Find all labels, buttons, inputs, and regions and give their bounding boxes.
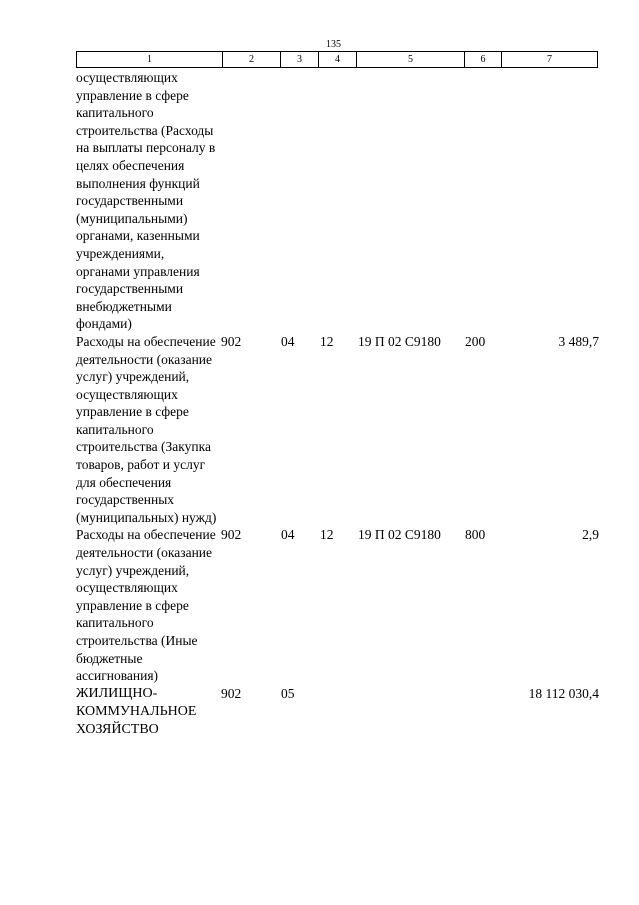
- column-header-7: 7: [502, 52, 598, 68]
- row-amount: 18 112 030,4: [528, 685, 599, 701]
- row-target: 19 П 02 С9180: [358, 333, 441, 349]
- row-section: 05: [281, 685, 295, 701]
- column-header-2: 2: [223, 52, 281, 68]
- column-header-row: [77, 52, 598, 68]
- column-header-table: [76, 51, 598, 68]
- table-row: [76, 685, 599, 739]
- row-code: 902: [221, 685, 242, 701]
- row-name: осуществляющих управление в сфере капитального строительства (Расходы на выплаты персоналу в целях обеспечения выполнения функций государственными (муниципальными) органами, казенными учреждениями, органами управления государственными внебюджетными фондами): [76, 70, 216, 332]
- table-row: [76, 333, 599, 527]
- row-code: 902: [221, 333, 242, 349]
- column-header-5: 5: [357, 52, 465, 68]
- table-row: [76, 526, 599, 684]
- row-amount: 2,9: [582, 527, 599, 543]
- row-name: Расходы на обеспечение деятельности (оказание услуг) учреждений, осуществляющих управление в сфере капитального строительства (Закупка товаров, работ и услуг для обеспечения государственных (муниципальных) нужд): [76, 333, 217, 525]
- column-header-3: 3: [281, 52, 319, 68]
- row-type: 200: [465, 333, 486, 349]
- row-amount: 3 489,7: [558, 333, 599, 349]
- row-target: 19 П 02 С9180: [358, 527, 441, 543]
- column-header-4: 4: [319, 52, 357, 68]
- table-body: [76, 69, 599, 739]
- row-name: Расходы на обеспечение деятельности (оказание услуг) учреждений, осуществляющих управление в сфере капитального строительства (Иные бюджетные ассигнования): [76, 527, 216, 684]
- row-section: 04: [281, 527, 295, 543]
- row-name: ЖИЛИЩНО-КОММУНАЛЬНОЕ ХОЗЯЙСТВО: [76, 685, 197, 737]
- row-section: 04: [281, 333, 295, 349]
- column-header-1: 1: [77, 52, 223, 68]
- row-subsection: 12: [320, 527, 334, 543]
- row-code: 902: [221, 527, 242, 543]
- column-header-6: 6: [465, 52, 502, 68]
- table-row: [76, 69, 599, 333]
- row-type: 800: [465, 527, 486, 543]
- page-number: 135: [326, 39, 341, 50]
- row-subsection: 12: [320, 333, 334, 349]
